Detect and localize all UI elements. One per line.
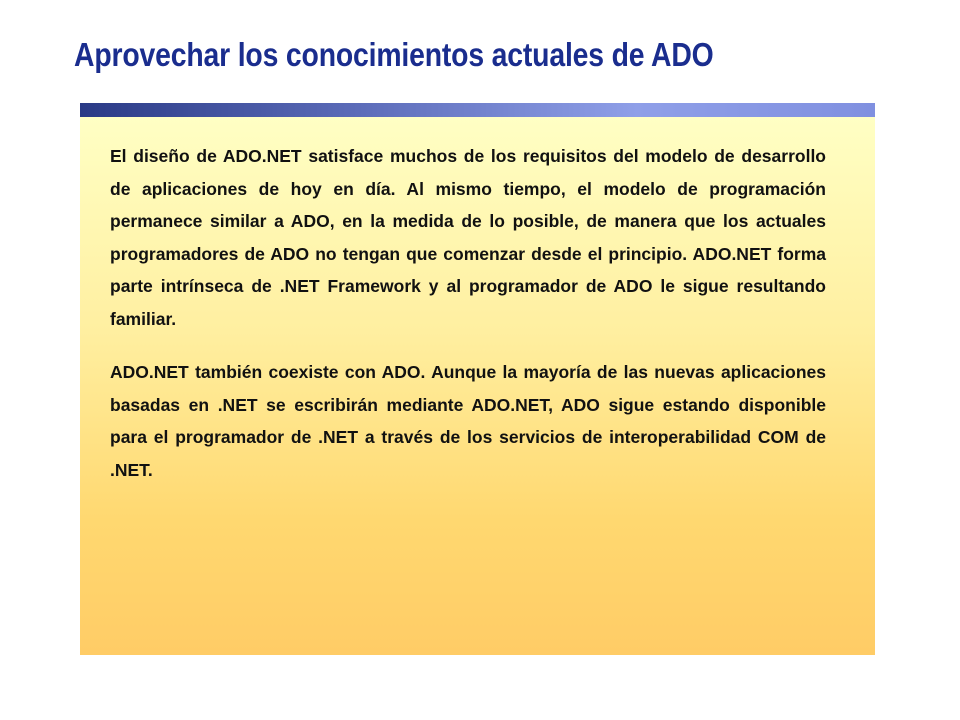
body-paragraph-1: El diseño de ADO.NET satisface muchos de los requisitos del modelo de desarrollo de aplicaciones de hoy en día. Al mismo tiempo, el modelo de programación permanece similar a ADO, en la medida de lo posible, de manera que los actuales programadores de ADO no tengan que comenzar desde el principio. ADO.NET forma parte intrínseca de .NET Framework y al programador de ADO le sigue resultando familiar. — [110, 146, 826, 329]
title-underline-bar — [80, 103, 875, 117]
content-panel — [80, 117, 875, 655]
body-paragraph-2: ADO.NET también coexiste con ADO. Aunque la mayoría de las nuevas aplicaciones basadas en .NET se escribirán mediante ADO.NET, ADO sigue estando disponible para el programador de .NET a través de los servicios de interoperabilidad COM de .NET. — [110, 362, 826, 480]
slide-title: Aprovechar los conocimientos actuales de ADO — [74, 36, 714, 73]
